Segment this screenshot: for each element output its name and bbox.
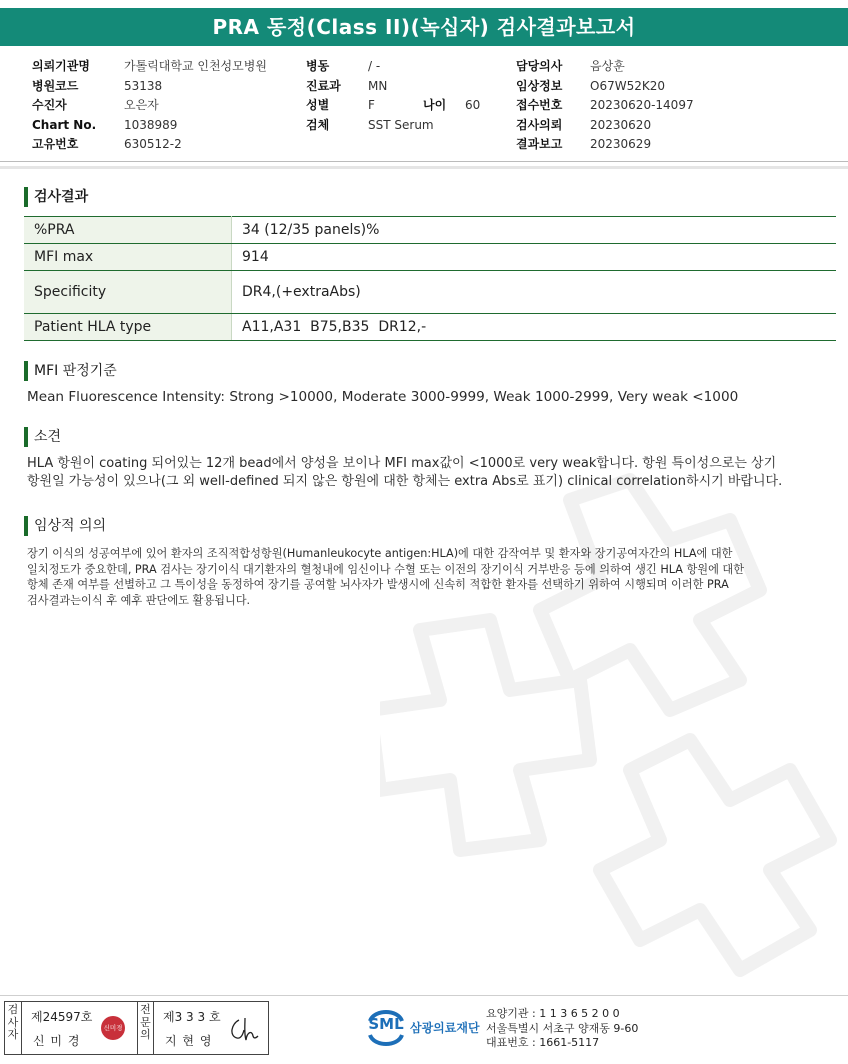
table-row [24,314,836,341]
mfi-criteria: Mean Fluorescence Intensity: Strong >10000, Moderate 3000-9999, Weak 1000-2999, Very weak <1000 [27,389,739,405]
clinical-info: O67W52K20 [590,78,665,93]
divider [0,161,848,162]
logo-text: SML [368,1015,404,1033]
specimen: SST Serum [368,117,434,132]
clinical-text [27,546,744,608]
sex: F [368,98,375,112]
table-row [24,244,836,271]
report-title: PRA 동정(Class II)(녹십자) 검사결과보고서 [0,8,848,46]
results-heading: 검사결과 [24,187,88,207]
hospital-code: 53138 [124,78,163,93]
header-key: 고유번호 [32,137,79,151]
clinical-line: 항체 존재 여부를 선별하고 그 특이성을 동정하여 장기를 공여할 뇌사자가 발생시에 신속히 적합한 환자를 선택하기 위하여 시행되며 이러한 PRA [27,578,729,591]
label-char: 사 [7,1015,19,1029]
header-key: 진료과 [306,78,341,93]
technician-no: 제24597호 [31,1010,93,1024]
header-key: 검사의뢰 [516,117,563,132]
technician-label [5,1002,22,1054]
hla-type-value: A11,A31 B75,B35 DR12,- [232,314,837,341]
specialist-name: 지 현 영 [165,1034,213,1048]
specificity-value: DR4,(+extraAbs) [232,271,837,314]
ward: / - [368,59,381,73]
label-char: 전 [140,1003,151,1016]
clinical-line: 검사결과는이식 후 예후 판단에도 활용됩니다. [27,593,251,607]
label-char: 문 [140,1015,151,1029]
report-date: 20230629 [590,137,652,151]
row-label: %PRA [24,217,232,244]
mfi-heading: MFI 판정기준 [24,361,117,381]
pra-value: 34 (12/35 panels)% [232,217,837,244]
header-key: 검체 [306,117,330,132]
row-label: MFI max [24,244,232,271]
header-key: 접수번호 [516,98,563,112]
table-row [24,271,836,314]
requesting-institution: 가톨릭대학교 인천성모병원 [124,59,267,73]
receipt-no: 20230620-14097 [590,98,694,112]
age: 60 [465,98,481,112]
opinion-heading: 소견 [24,427,61,447]
header-key: 수진자 [32,98,67,112]
clinical-line: 장기 이식의 성공여부에 있어 환자의 조직적합성항원(Humanleukocyte antigen:HLA)에 대한 감작여부 및 환자와 장기공여자간의 HLA에 대한 [27,547,733,560]
request-date: 20230620 [590,117,652,132]
table-row [24,217,836,244]
opinion-line: 항원일 가능성이 있으나(그 외 well-defined 되지 않은 항원에 대한 항체는 extra Abs로 표기) clinical correlation하시기 바랍니다. [27,473,783,489]
technician-seal [101,1016,125,1040]
row-label: Patient HLA type [24,314,232,341]
chart-no: 1038989 [124,117,178,132]
header-key: 의뢰기관명 [32,59,90,73]
specialist-label [137,1002,154,1054]
phone: 대표번호 : 1661-5117 [486,1036,600,1049]
org-info [486,1007,638,1051]
divider [0,166,848,169]
department: MN [368,78,388,93]
label-char: 자 [7,1028,19,1041]
unique-no: 630512-2 [124,137,182,151]
seal-text: 신미경 [103,1024,123,1032]
header-key: 임상정보 [516,78,563,93]
row-label: Specificity [24,271,232,314]
header-key: 결과보고 [516,137,563,151]
header-col2 [306,57,480,135]
signature-box [4,1001,269,1055]
opinion-text [27,455,782,490]
age-key: 나이 [423,98,447,112]
results-table [24,216,836,341]
mfi-max-value: 914 [232,244,837,271]
header-key: 병원코드 [32,78,79,93]
institution-code: 요양기관 : 1 1 3 6 5 2 0 0 [486,1007,620,1020]
header-col3 [516,57,694,155]
opinion-line: HLA 항원이 coating 되어있는 12개 bead에서 양성을 보이나 MFI max값이 <1000로 very weak합니다. 항원 특이성으로는 상기 [27,456,777,471]
label-char: 의 [140,1028,151,1041]
label-char: 검 [7,1003,19,1016]
address: 서울특별시 서초구 양재동 9-60 [486,1021,639,1035]
header-key: 담당의사 [516,59,563,73]
header-col1 [32,57,267,155]
specialist-no: 제3 3 3 호 [163,1010,221,1024]
header-key: Chart No. [32,117,97,132]
patient-name: 오은자 [124,98,159,112]
footer-divider [0,995,848,996]
clinical-line: 일치정도가 중요한데, PRA 검사는 장기이식 대기환자의 혈청내에 임신이나 수혈 또는 이전의 장기이식 거부반응 등에 의하여 생긴 HLA 항원에 대한 [27,562,745,576]
technician-name: 신 미 경 [33,1034,81,1048]
org-name: 삼광의료재단 [410,1021,480,1035]
header-key: 성별 [306,98,330,112]
physician: 음상훈 [590,59,625,73]
clinical-heading: 임상적 의의 [24,516,106,536]
specialist-signature [225,1014,261,1044]
header-key: 병동 [306,59,330,73]
